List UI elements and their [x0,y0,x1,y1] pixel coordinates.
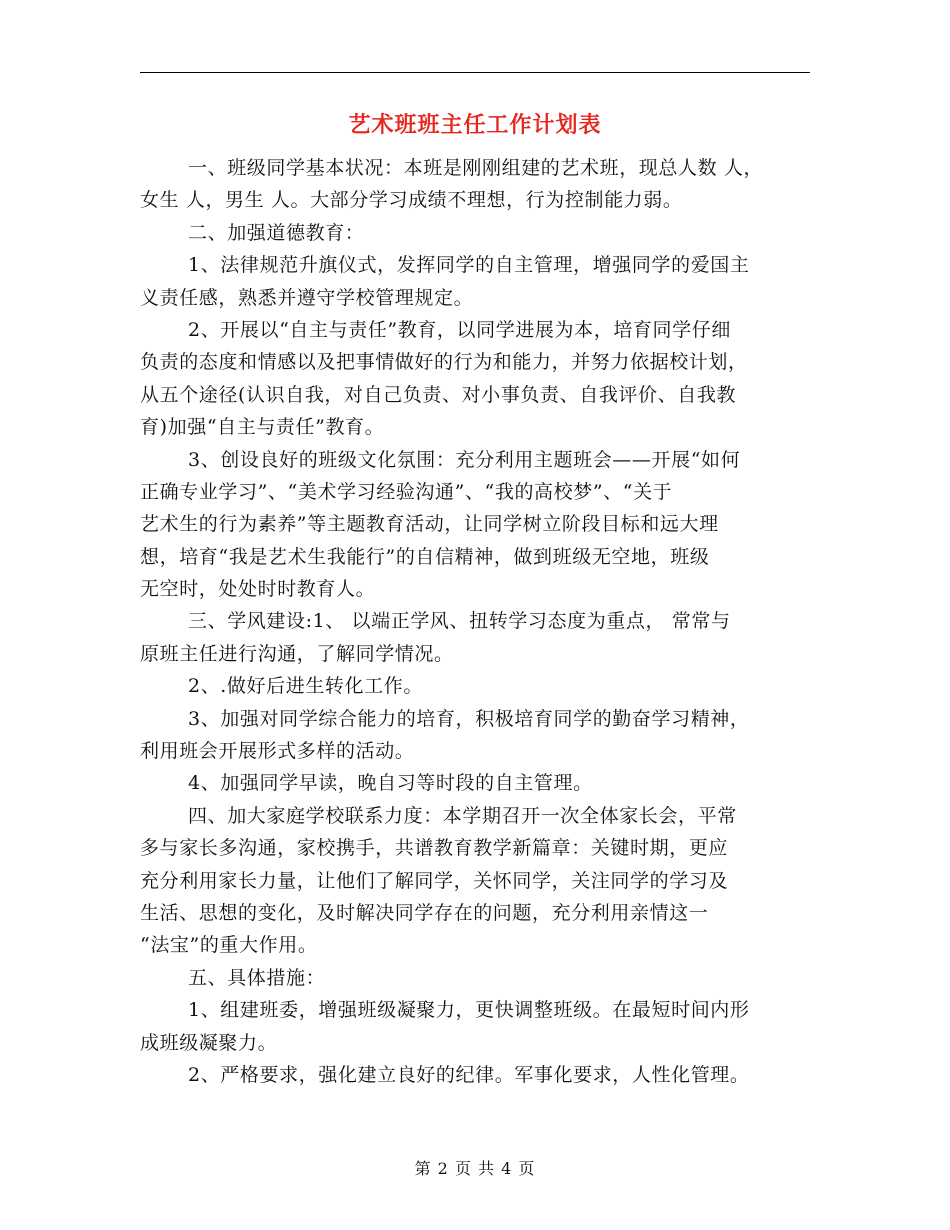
body-line: 原班主任进行沟通，了解同学情况。 [140,642,454,665]
body-line: 生活、思想的变化，及时解决同学存在的问题，充分利用亲情这一 [140,901,709,924]
body-line: 负责的态度和情感以及把事情做好的行为和能力，并努力依据校计划， [140,351,748,374]
body-line: 2、.做好后进生转化工作。 [188,675,423,698]
body-line: 义责任感，熟悉并遵守学校管理规定。 [140,286,474,309]
document-title: 艺术班班主任工作计划表 [348,113,602,138]
body-line: “法宝”的重大作用。 [140,934,318,957]
header-rule [140,72,810,73]
body-line: 2、开展以“自主与责任”教育，以同学进展为本，培育同学仔细 [188,318,731,341]
body-line: 一、班级同学基本状况：本班是刚刚组建的艺术班，现总人数 人， [188,157,764,179]
body-line: 多与家长多沟通，家校携手，共谱教育教学新篇章：关键时期，更应 [140,837,729,860]
body-line: 四、加大家庭学校联系力度：本学期召开一次全体家长会，平常 [188,804,737,827]
body-line: 1、法律规范升旗仪式，发挥同学的自主管理，增强同学的爱国主 [188,254,750,277]
body-line: 1、组建班委，增强班级凝聚力，更快调整班级。在最短时间内形 [188,999,750,1022]
body-line: 充分利用家长力量，让他们了解同学，关怀同学，关注同学的学习及 [140,869,729,892]
body-line: 育)加强“自主与责任”教育。 [140,416,385,439]
body-line: 3、创设良好的班级文化氛围：充分利用主题班会——开展“如何 [188,448,741,471]
body-line: 无空时，处处时时教育人。 [140,578,376,601]
body-line: 成班级凝聚力。 [140,1031,278,1054]
body-line: 三、学风建设:1、 以端正学风、扭转学习态度为重点， 常常与 [188,610,731,633]
body-line: 2、严格要求，强化建立良好的纪律。军事化要求，人性化管理。 [188,1063,750,1086]
page-footer: 第 2 页 共 4 页 [414,1159,536,1178]
document-body [140,152,812,1091]
body-line: 3、加强对同学综合能力的培育，积极培育同学的勤奋学习精神， [188,707,750,730]
body-line: 正确专业学习”、“美术学习经验沟通”、“我的高校梦”、“关于 [140,480,673,503]
body-line: 五、具体措施： [188,966,326,989]
body-line: 从五个途径(认识自我，对自己负责、对小事负责、自我评价、自我教 [140,383,737,406]
body-line: 女生 人，男生 人。大部分学习成绩不理想，行为控制能力弱。 [140,189,683,212]
body-line: 利用班会开展形式多样的活动。 [140,740,415,763]
body-line: 二、加强道德教育： [188,221,365,244]
body-line: 艺术生的行为素养”等主题教育活动，让同学树立阶段目标和远大理 [140,513,719,536]
body-line: 4、加强同学早读，晚自习等时段的自主管理。 [188,772,593,795]
body-line: 想，培育“我是艺术生我能行”的自信精神，做到班级无空地，班级 [140,545,710,568]
